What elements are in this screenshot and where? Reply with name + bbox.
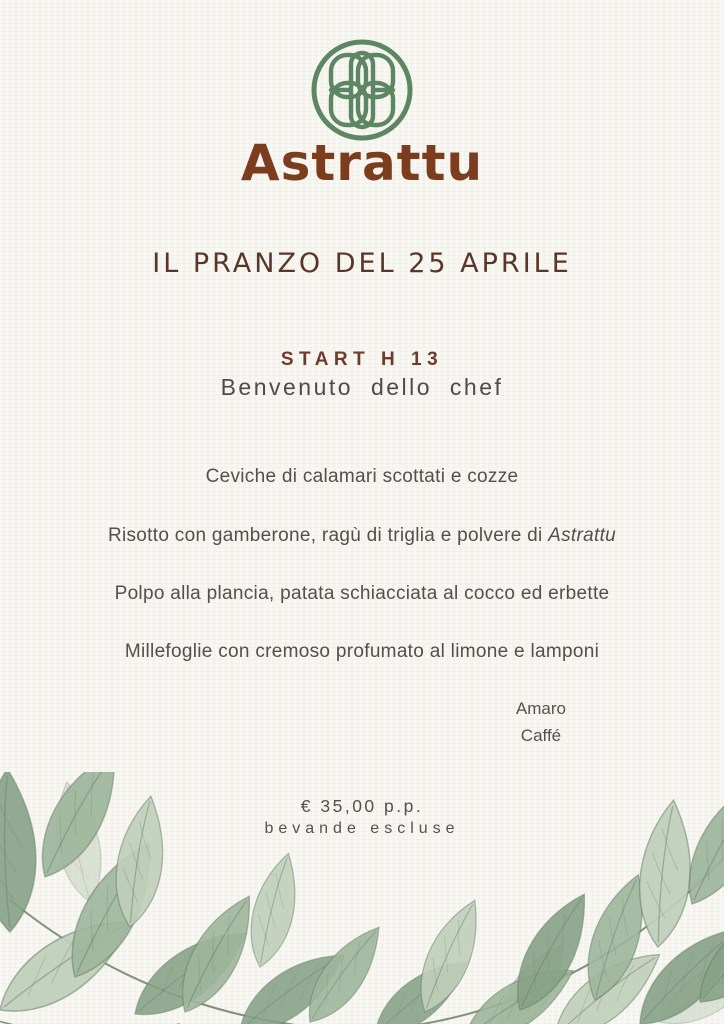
menu-item-text: Ceviche di calamari scottati e cozze: [205, 466, 519, 487]
menu-item-text: Polpo alla plancia, patata schiacciata al cocco ed erbette: [114, 583, 610, 604]
extra-item-caffe: Caffé: [520, 726, 562, 745]
start-time-label: START H 13: [280, 349, 444, 370]
brand-wordmark: Astrattu: [240, 134, 484, 192]
menu-item-text: Risotto con gamberone, ragù di triglia e polvere di: [107, 525, 549, 546]
menu-item-ceviche: [0, 466, 724, 488]
menu-item-emphasis: Astrattu: [548, 525, 617, 546]
welcome-label: Benvenuto dello chef: [220, 374, 504, 400]
menu-item-polpo: [0, 583, 724, 605]
watercolor-leaf-garland-icon: [0, 772, 724, 1024]
menu-item-text: Millefoglie con cremoso profumato al limone e lamponi: [124, 641, 600, 662]
page-title: IL PRANZO DEL 25 APRILE: [152, 248, 572, 279]
brand-logo: [306, 34, 418, 146]
menu-item-millefoglie: [0, 641, 724, 663]
extras-list: [516, 699, 566, 753]
price-amount: € 35,00 p.p.: [300, 796, 424, 816]
extra-item-amaro: Amaro: [515, 699, 566, 718]
menu-item-risotto: [0, 525, 724, 547]
astrattu-monogram-icon: [306, 34, 418, 146]
price-note: bevande escluse: [264, 820, 460, 837]
